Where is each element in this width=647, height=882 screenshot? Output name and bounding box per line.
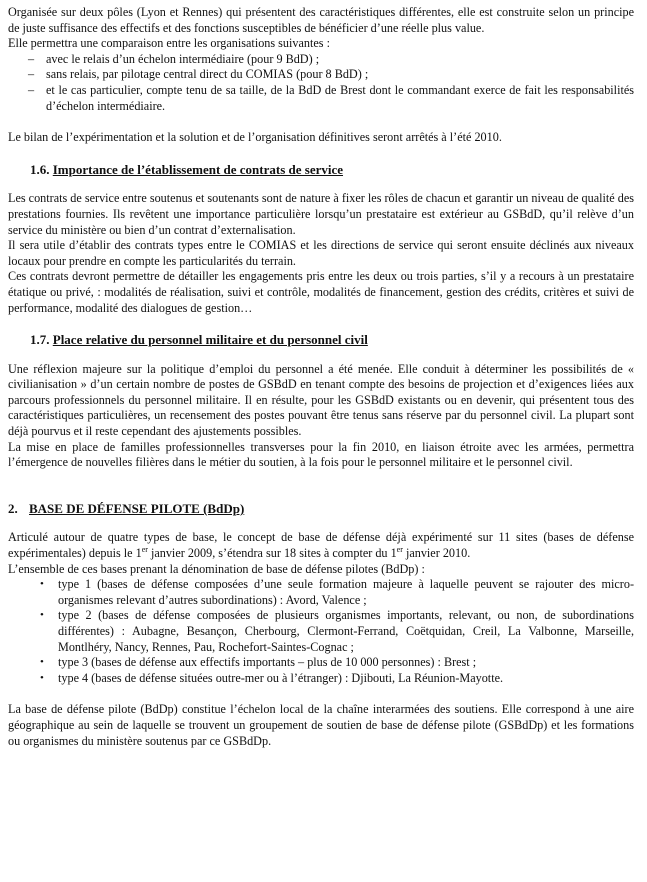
paragraph: Il sera utile d’établir des contrats types entre le COMIAS et les directions de service qui seront ensuite déclinés aux niveaux locaux pour prendre en compte les particularités du terrain.	[8, 238, 634, 268]
bilan-paragraph: Le bilan de l’expérimentation et la solution et de l’organisation définitives seront arrêtés à l’été 2010.	[8, 130, 502, 145]
paragraph-text: janvier 2010.	[402, 546, 471, 561]
dash-marker: –	[28, 67, 35, 82]
intro-paragraph: Organisée sur deux pôles (Lyon et Rennes) qui présentent des caractéristiques différentes, elle est construite selon un principe de juste suffisance des effectifs et des fonctions susceptibles de bénéficier d’une réelle plus value.	[8, 5, 634, 35]
paragraph: Ces contrats devront permettre de détailler les engagements pris entre les deux ou trois parties, s’il y a recours à un prestataire étatique ou privé, : modalités de réalisation, suivi et contrôle, modalités de financement, gestion des crédits, critères et suivi de performance, modalité des dialogues de gestion…	[8, 269, 634, 315]
dash-marker: –	[28, 51, 35, 66]
list-item	[8, 671, 634, 687]
section-number: 1.7.	[30, 332, 50, 348]
bullet-marker: •	[40, 609, 44, 622]
bullet-marker: •	[40, 671, 44, 684]
list-item	[8, 608, 634, 655]
bullet-marker: •	[40, 656, 44, 669]
bullet-marker: •	[40, 578, 44, 591]
section-heading-1-7	[30, 332, 634, 348]
list-item-text: type 4 (bases de défense situées outre-mer ou à l’étranger) : Djibouti, La Réunion-Mayotte.	[58, 670, 504, 685]
dash-marker: –	[28, 82, 35, 97]
section-heading-2	[8, 501, 634, 517]
document-page	[8, 0, 634, 749]
section-heading-1-6	[30, 162, 634, 178]
paragraph: L’ensemble de ces bases prenant la dénomination de base de défense pilotes (BdDp) :	[8, 561, 425, 576]
list-item-text: type 2 (bases de défense composées de plusieurs organismes importants, relevant, ou non, de subordinations différentes) : Aubagne, Besançon, Cherbourg, Clermont-Ferrand, Coëtquidan, Creil, La Valbonne, Marseille, Montlhéry, Nancy, Rennes, Pau, Rochefort-Saintes-Cognac ;	[58, 608, 634, 654]
list-item-text: avec le relais d’un échelon intermédiaire (pour 9 BdD) ;	[46, 51, 320, 66]
paragraph: Une réflexion majeure sur la politique d’emploi du personnel a été menée. Elle conduit à déterminer les possibilités de « civilianisation » d’un certain nombre de postes de GSBdD en tenant compte des besoins de projection et d’exigences liées aux parcours professionnels du personnel militaire. Il en résulte, pour les GSBdD existants ou en devenir, qui présentent tous des caractéristiques particulières, un recensement des postes pouvant être tenus sans réserve par du personnel civil. La plupart sont déjà pourvus et il reste cependant des ajustements possibles.	[8, 361, 634, 439]
section-number: 1.6.	[30, 161, 50, 177]
comparison-lead: Elle permettra une comparaison entre les organisations suivantes :	[8, 36, 330, 51]
list-item-text: type 3 (bases de défense aux effectifs importants – plus de 10 000 personnes) : Brest ;	[58, 655, 477, 670]
list-item	[8, 52, 634, 68]
list-item	[8, 655, 634, 671]
paragraph-text: janvier 2009, s’étendra sur 18 sites à compter du 1	[147, 546, 397, 561]
superscript: er	[141, 544, 148, 554]
paragraph: Les contrats de service entre soutenus et soutenants sont de nature à fixer les rôles de chacun et garantir un niveau de qualité des prestations fournies. Ils revêtent une importance particulière lorsqu’un prestataire est extérieur au GSBdD, qu’il relève d’un service du ministère ou bien d’un contrat d’externalisation.	[8, 191, 634, 237]
list-item-text: et le cas particulier, compte tenu de sa taille, de la BdD de Brest dont le commandant exerce de fait les responsabilités d’échelon intermédiaire.	[46, 82, 634, 113]
superscript: er	[396, 544, 403, 554]
list-item-text: sans relais, par pilotage central direct du COMIAS (pour 8 BdD) ;	[46, 67, 369, 82]
section-title: Place relative du personnel militaire et du personnel civil	[52, 332, 368, 348]
section-number: 2.	[8, 500, 18, 516]
section-title: Importance de l’établissement de contrats de service	[52, 161, 344, 177]
list-item	[8, 577, 634, 608]
list-item	[8, 83, 634, 114]
organisation-list	[8, 52, 634, 114]
section-title: BASE DE DÉFENSE PILOTE (BdDp)	[29, 500, 245, 516]
paragraph-text: Articulé autour de quatre types de base, le concept de base de défense déjà expérimenté sur 11 sites (bases de défense expérimentales) depuis le 1	[8, 530, 634, 561]
paragraph	[8, 530, 634, 561]
paragraph: La base de défense pilote (BdDp) constitue l’échelon local de la chaîne interarmées des soutiens. Elle correspond à une aire géographique au sein de laquelle se trouvent un groupement de soutien de base de défense pilote (GSBdDp) et les formations ou organismes du ministère soutenus par ce GSBdDp.	[8, 702, 634, 748]
list-item	[8, 67, 634, 83]
base-type-list	[8, 577, 634, 686]
list-item-text: type 1 (bases de défense composées d’une seule formation majeure à laquelle peuvent se rajouter des micro-organismes relevant d’autres subordinations) : Avord, Valence ;	[58, 577, 634, 607]
paragraph: La mise en place de familles professionnelles transverses pour la fin 2010, en liaison étroite avec les armées, permettra l’émergence de nouvelles filières dans le métier du soutien, à la fois pour le personnel militaire et le personnel civil.	[8, 439, 634, 470]
